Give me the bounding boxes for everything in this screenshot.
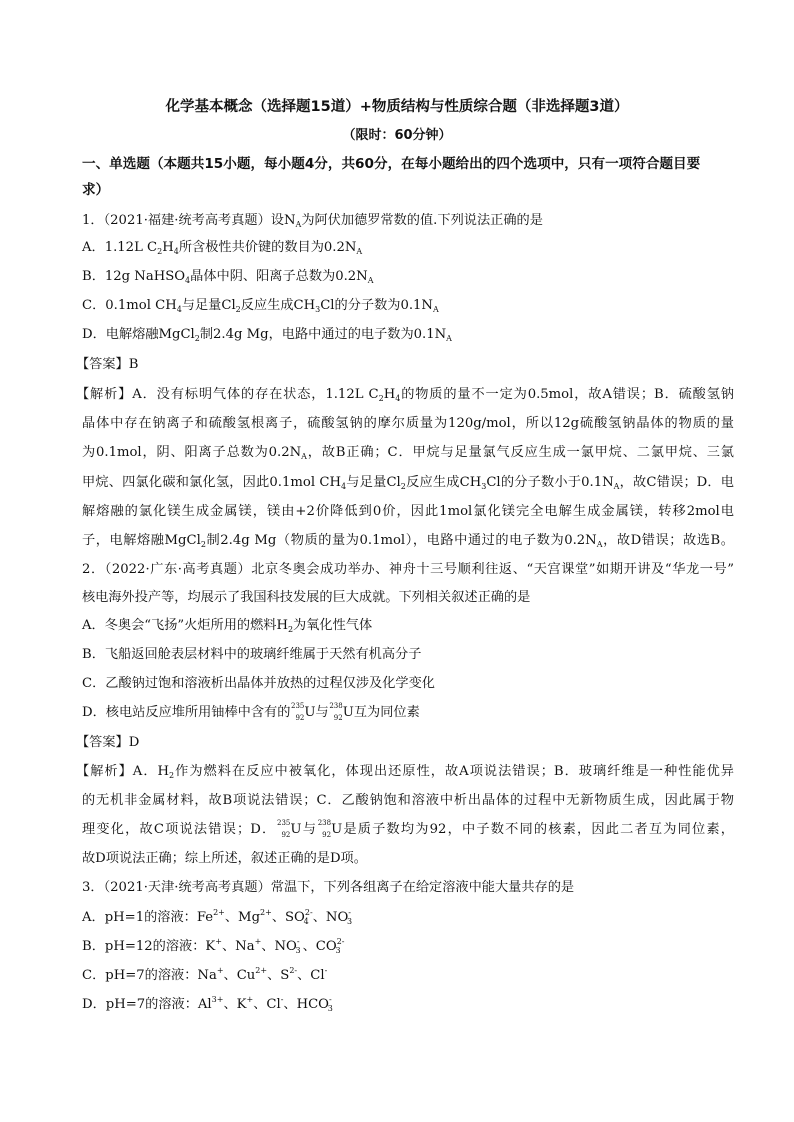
q2-stem-line1: 2．（2022·广东·高考真题）北京冬奥会成功举办、神舟十三号顺利往返、“天宫课堂”如期开讲及“华龙一号” <box>82 562 734 577</box>
q1-option-b: B．12g NaHSO$_4$晶体中阴、阳离子总数为$0.2N_A$ <box>82 269 374 285</box>
isotope-notation-238: 238 92 <box>329 702 343 722</box>
isotope-notation-235-analysis: 235 92 <box>277 819 291 839</box>
q3-stem: 3．（2021·天津·统考高考真题）常温下，下列各组离子在给定溶液中能大量共存的是 <box>82 880 575 895</box>
q2-analysis-line1: 【解析】A．$H_2$作为燃料在反应中被氧化，体现出还原性，故A项说法错误；B．玻璃纤维是一种性能优异 <box>76 764 734 780</box>
page-title: 化学基本概念（选择题15道）+物质结构与性质综合题（非选择题3道） <box>165 99 629 115</box>
q3-option-c: C．pH=7的溶液：Na+、$Cu^{2+}$、$S^{2-}$、Cl- <box>82 966 328 983</box>
time-limit: （限时：60分钟） <box>342 128 452 143</box>
q1-analysis-line2: 晶体中存在钠离子和硫酸氢根离子，硫酸氢钠的摩尔质量为120g/mol，所以12g硫酸氢钠晶体的物质的量 <box>82 416 734 431</box>
q2-option-d: D．核电站反应堆所用铀棒中含有的 235 92 U与 238 92 U互为同位素 <box>82 702 420 722</box>
q1-stem: 1．（2021·福建·统考高考真题）设$N_A$为阿伏加德罗常数的值.下列说法正确的是 <box>82 213 543 229</box>
section-heading-line2: 求） <box>82 182 110 198</box>
q2-option-b: B．飞船返回舱表层材料中的玻璃纤维属于天然有机高分子 <box>82 647 422 662</box>
q1-analysis-line1: 【解析】A．没有标明气体的存在状态，1.12L $C_2H_4$的物质的量不一定为0.5mol，故A错误；B．硫酸氢钠 <box>76 387 734 403</box>
q1-answer: 【答案】B <box>76 357 139 372</box>
q1-option-a: A．1.12L $C_2H_4$所含极性共价键的数目为$0.2N_A$ <box>82 240 363 256</box>
q2-option-a: A．冬奥会“飞扬”火炬所用的燃料$H_2$为氧化性气体 <box>82 618 373 634</box>
q2-analysis-line3: 理变化，故C项说法错误；D． 235 92 U与 238 92 U是质子数均为92，中子数不同的核素，因此二者互为同位素， <box>82 819 734 839</box>
q2-stem-line2: 核电海外投产等，均展示了我国科技发展的巨大成就。下列相关叙述正确的是 <box>82 590 531 605</box>
q2-answer: 【答案】D <box>76 735 140 750</box>
q1-option-d: D．电解熔融MgCl$_2$制2.4g Mg，电路中通过的电子数为$0.1N_A$ <box>82 327 452 343</box>
q2-analysis-line4: 故D项说法正确；综上所述，叙述正确的是D项。 <box>82 851 367 866</box>
q1-analysis-line6: 子，电解熔融MgCl$_2$制2.4g Mg（物质的量为0.1mol），电路中通过的电子数为$0.2N_A$，故D错误；故选B。 <box>82 533 734 549</box>
q3-option-d: D．pH=7的溶液：$Al^{3+}$、K+、Cl-、$HCO^-_3$ <box>82 995 333 1013</box>
section-heading-line1: 一、单选题（本题共15小题，每小题4分，共60分，在每小题给出的四个选项中，只有一项符合题目要 <box>82 156 701 172</box>
q1-analysis-line3: 为0.1mol，阴、阳离子总数为$0.2N_A$，故B正确；C．甲烷与足量氯气反应生成一氯甲烷、二氯甲烷、三氯 <box>82 445 734 461</box>
q3-option-b: B．pH=12的溶液：K+、Na+、$NO^-_3$ 、$CO^{2-}_3$ <box>82 937 345 955</box>
isotope-notation-238-analysis: 238 92 <box>317 819 332 839</box>
q1-analysis-line5: 解熔融的氯化镁生成金属镁，镁由+2价降低到0价，因此1mol氯化镁完全电解生成金属镁，转移2mol电 <box>82 504 734 519</box>
q3-option-a: A．pH=1的溶液：$Fe^{2+}$、$Mg^{2+}$、$SO^{2-}_4$ 、$NO^-_3$ <box>82 908 353 926</box>
q1-option-c: C．0.1mol $CH_4$与足量$Cl_2$反应生成$CH_3Cl$的分子数为$0.1N_A$ <box>82 298 439 314</box>
q1-analysis-line4: 甲烷、四氯化碳和氯化氢，因此0.1mol $CH_4$与足量$Cl_2$反应生成$CH_3Cl$的分子数小于$0.1N_A$，故C错误；D．电 <box>82 475 734 491</box>
isotope-notation-235: 235 92 <box>291 702 305 722</box>
q2-option-c: C．乙酸钠过饱和溶液析出晶体并放热的过程仅涉及化学变化 <box>82 676 435 691</box>
q2-analysis-line2: 的无机非金属材料，故B项说法错误；C．乙酸钠饱和溶液中析出晶体的过程中无新物质生成，因此属于物 <box>82 793 734 808</box>
